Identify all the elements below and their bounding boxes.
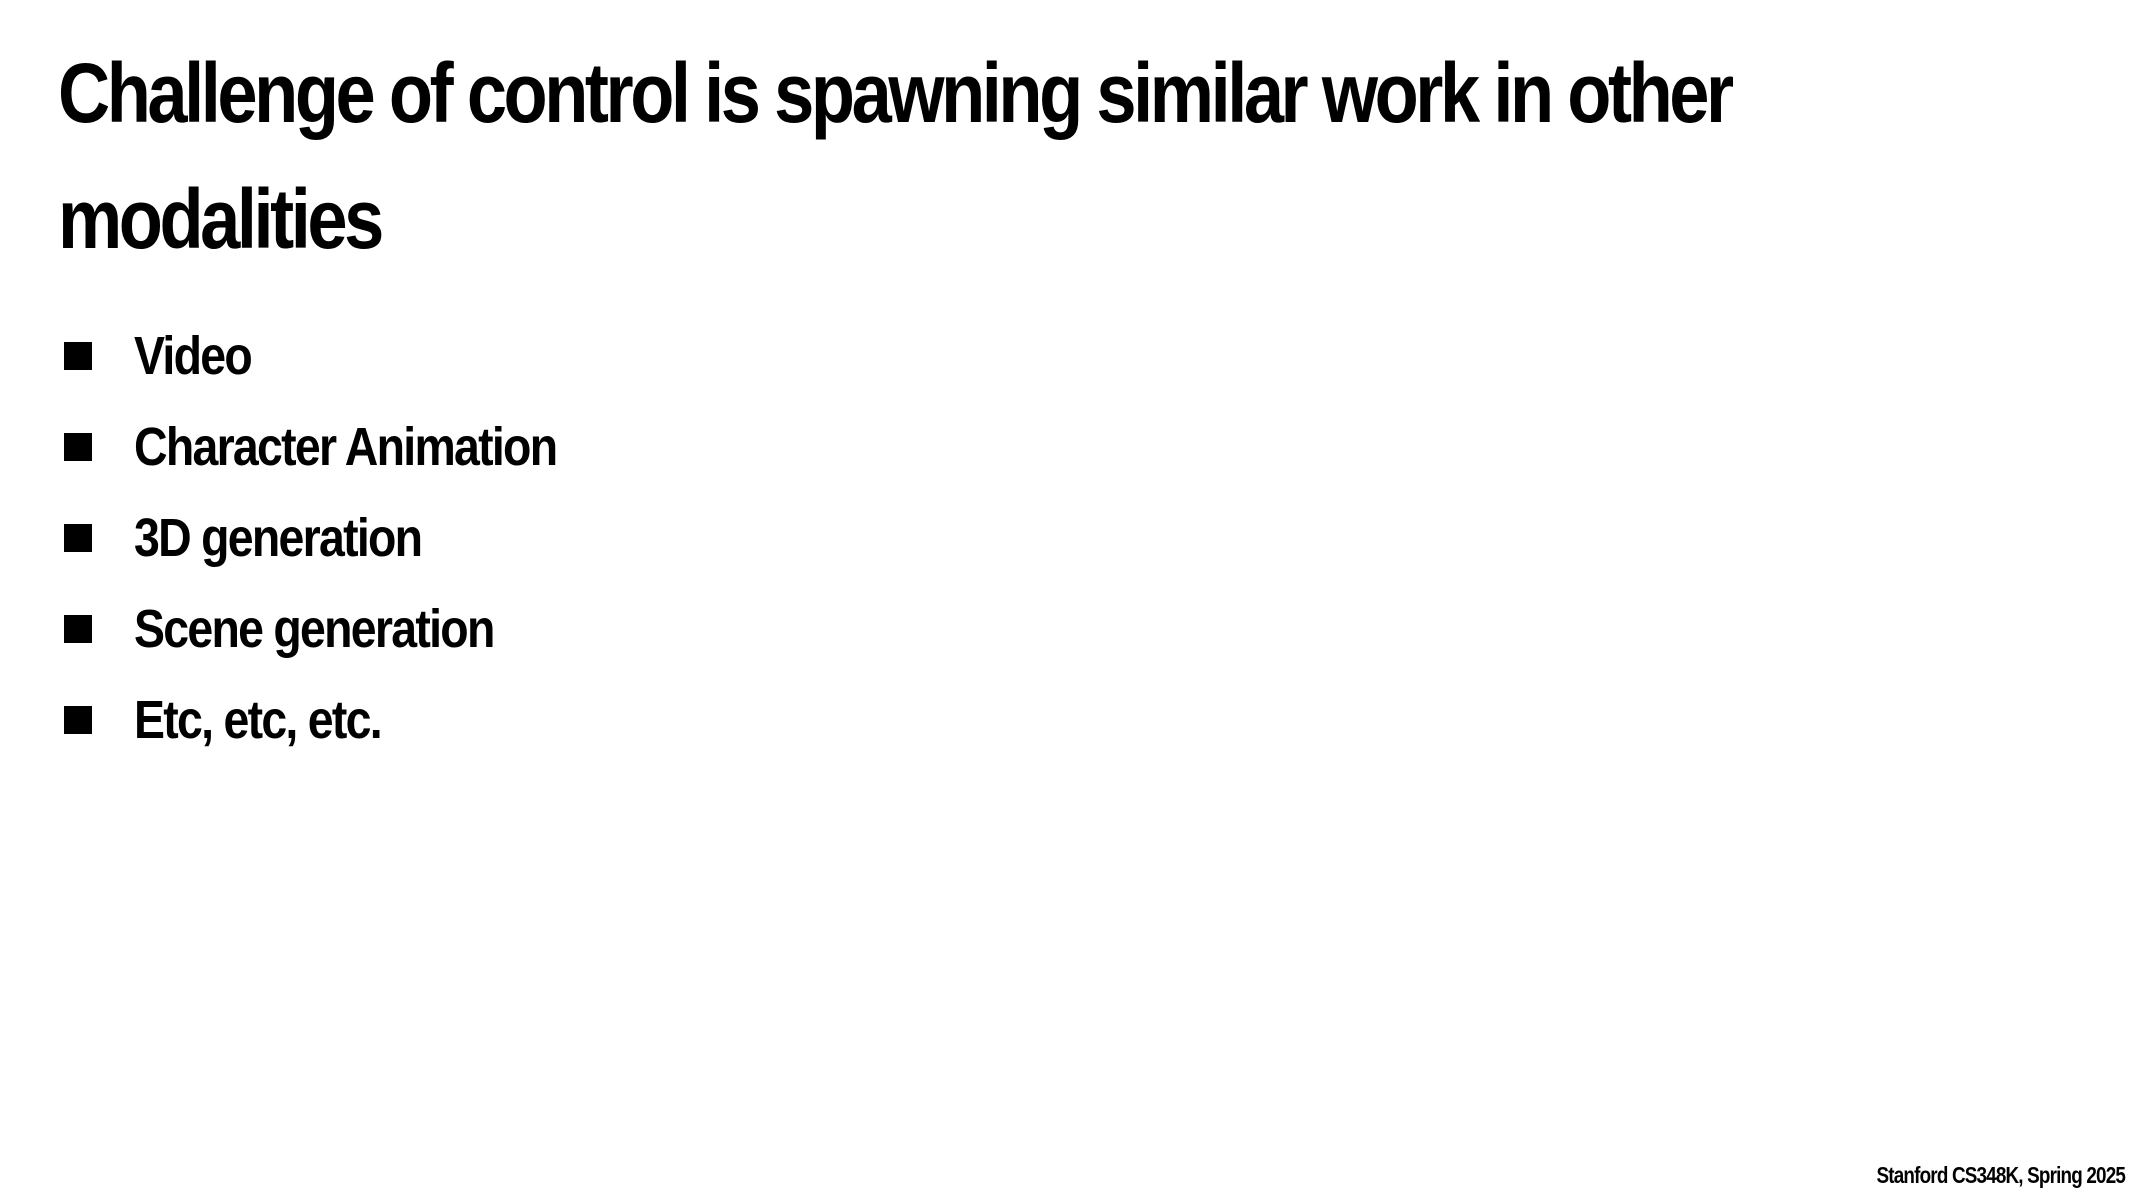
bullet-text: Scene generation bbox=[134, 598, 494, 659]
square-bullet-icon bbox=[64, 342, 92, 370]
bullet-text: Character Animation bbox=[134, 416, 557, 477]
bullet-text: Etc, etc, etc. bbox=[134, 689, 381, 750]
square-bullet-icon bbox=[64, 615, 92, 643]
bullet-item bbox=[64, 310, 625, 401]
bullet-text: Video bbox=[134, 325, 252, 386]
slide-title: Challenge of control is spawning similar work in other modalities bbox=[58, 46, 1731, 266]
bullet-item bbox=[64, 401, 625, 492]
course-footer: Stanford CS348K, Spring 2025 bbox=[1876, 1162, 2125, 1188]
bullet-item bbox=[64, 674, 625, 765]
square-bullet-icon bbox=[64, 524, 92, 552]
bullet-item bbox=[64, 583, 625, 674]
square-bullet-icon bbox=[64, 706, 92, 734]
bullet-item bbox=[64, 492, 625, 583]
bullet-list bbox=[64, 310, 625, 765]
square-bullet-icon bbox=[64, 433, 92, 461]
bullet-text: 3D generation bbox=[134, 507, 422, 568]
